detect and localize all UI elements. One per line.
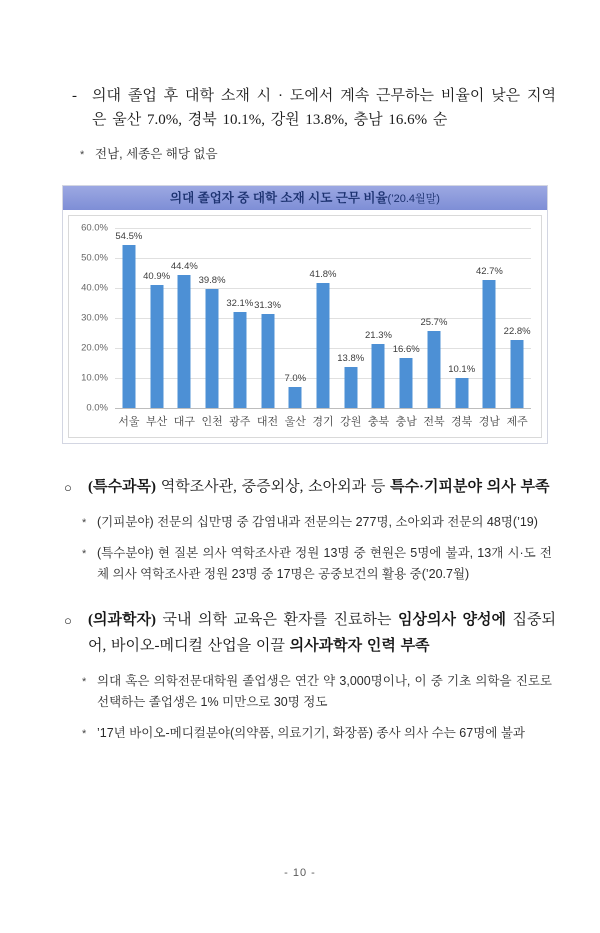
asterisk-icon: * <box>82 676 87 688</box>
heading-text-run: 역학조사관, 중증외상, 소아외과 등 <box>155 479 391 495</box>
bar-value-label: 42.7% <box>475 265 503 277</box>
bar-column <box>254 228 282 408</box>
heading-bold-run: 특수·기피분야 의사 부족 <box>390 479 550 495</box>
bar-column <box>503 228 531 408</box>
y-axis-tick: 30.0% <box>81 312 108 324</box>
section-heading-text <box>88 479 549 495</box>
y-axis-tick: 10.0% <box>81 372 108 384</box>
bar-인천 <box>206 289 219 408</box>
bar-value-label: 16.6% <box>392 344 420 356</box>
x-axis-label: 경기 <box>312 416 334 428</box>
sub-bullet-text: 의대 혹은 의학전문대학원 졸업생은 연간 약 3,000명이나, 이 중 기초 의학을 진로로 선택하는 졸업생은 1% 미만으로 30명 정도 <box>97 674 552 709</box>
bar-울산 <box>289 387 302 408</box>
bar-column <box>337 228 365 408</box>
bar-value-label: 31.3% <box>254 300 281 312</box>
bar-value-label: 13.8% <box>337 352 365 364</box>
chart-title <box>63 186 547 210</box>
bar-value-label: 32.1% <box>226 297 254 309</box>
bar-전북 <box>427 331 440 408</box>
section-heading-text <box>88 612 556 654</box>
x-axis-label: 충북 <box>367 416 390 428</box>
chart-title-text: 의대 졸업자 중 대학 소재 시도 근무 비율 <box>170 191 388 205</box>
bar-column <box>476 228 504 408</box>
bar-경기 <box>317 283 330 408</box>
bar-value-label: 7.0% <box>284 373 307 384</box>
section-heading <box>64 474 556 500</box>
sub-bullet <box>82 512 552 533</box>
plot-area <box>115 228 531 429</box>
bar-column <box>309 228 337 408</box>
x-axis-label: 서울 <box>118 416 140 428</box>
y-axis-tick: 40.0% <box>81 282 108 294</box>
section-special-fields <box>64 474 556 585</box>
asterisk-icon: * <box>82 517 87 529</box>
bar-value-label: 10.1% <box>448 363 476 375</box>
x-axis-label: 광주 <box>229 416 251 428</box>
bar-column <box>448 228 476 408</box>
bar-경남 <box>483 280 496 408</box>
y-axis-tick: 20.0% <box>81 342 108 354</box>
sub-bullet <box>82 671 552 713</box>
bar-value-label: 44.4% <box>170 260 198 272</box>
y-axis-tick: 0.0% <box>86 402 108 414</box>
asterisk-icon: * <box>82 548 87 560</box>
bar-강원 <box>344 367 357 408</box>
circle-bullet-icon: ○ <box>64 480 72 495</box>
circle-bullet-icon: ○ <box>64 613 72 628</box>
section-heading <box>64 607 556 659</box>
x-axis-label: 부산 <box>145 416 168 428</box>
bar-대전 <box>261 314 274 408</box>
dash-marker: - <box>72 88 77 104</box>
bar-column <box>170 228 198 408</box>
bar-column <box>226 228 254 408</box>
x-axis-label: 경남 <box>478 416 501 428</box>
bar-column <box>198 228 226 408</box>
chart-plot-frame <box>68 215 542 438</box>
heading-bold-run: 의사과학자 인력 부족 <box>289 638 430 654</box>
x-axis-label: 전북 <box>423 416 445 428</box>
x-axis-label: 대구 <box>173 416 195 428</box>
sub-bullet-text: (기피분야) 전문의 십만명 중 감염내과 전문의는 277명, 소아외과 전문의 48명(’19) <box>97 515 538 529</box>
x-axis-label: 인천 <box>201 416 223 428</box>
intro-paragraph <box>70 84 556 132</box>
bar-광주 <box>233 312 246 408</box>
bar-대구 <box>178 275 191 408</box>
x-axis-label: 경북 <box>451 416 473 428</box>
sub-bullet <box>82 543 552 585</box>
sub-bullet-text: ’17년 바이오-메디컬분야(의약품, 의료기기, 화장품) 종사 의사 수는 67명에 불과 <box>97 726 525 740</box>
bar-column <box>420 228 448 408</box>
bar-서울 <box>122 245 135 409</box>
x-axis <box>115 413 531 429</box>
bar-충북 <box>372 344 385 408</box>
bar-value-label: 22.8% <box>503 325 531 337</box>
bar-column <box>281 228 309 408</box>
bar-columns <box>115 228 531 408</box>
heading-text-run: 국내 의학 교육은 환자를 진료하는 <box>155 612 399 628</box>
chart-title-suffix: (’20.4월말) <box>387 193 440 205</box>
x-axis-line <box>115 408 531 409</box>
bar-column <box>365 228 393 408</box>
x-axis-label: 충남 <box>395 416 417 428</box>
bar-value-label: 21.3% <box>365 330 392 342</box>
asterisk-icon: * <box>82 728 87 740</box>
bar-제주 <box>511 340 524 408</box>
bar-column <box>392 228 420 408</box>
bar-value-label: 41.8% <box>309 268 337 280</box>
bar-value-label: 40.9% <box>143 271 171 283</box>
asterisk-icon: * <box>80 149 85 161</box>
heading-bold-run: (의과학자) <box>88 612 156 628</box>
page-number: - 10 - <box>284 867 316 879</box>
heading-bold-run: 임상의사 양성에 <box>398 612 506 628</box>
footnote-text: 전남, 세종은 해당 없음 <box>95 147 218 161</box>
x-axis-label: 제주 <box>506 416 528 428</box>
x-axis-label: 울산 <box>284 416 306 428</box>
bar-충남 <box>400 358 413 408</box>
heading-bold-run: (특수과목) <box>88 479 156 495</box>
y-axis-tick: 60.0% <box>81 222 108 234</box>
y-axis <box>71 222 115 414</box>
bar-column <box>115 228 143 408</box>
bar-column <box>143 228 171 408</box>
bar-value-label: 54.5% <box>115 230 143 242</box>
heading-text-run: 집중되어, 바이오-메디컬 산업을 이끌 <box>88 612 556 654</box>
x-axis-label: 대전 <box>256 416 279 428</box>
x-axis-label: 강원 <box>340 416 362 428</box>
bar-value-label: 39.8% <box>198 274 226 286</box>
bar-부산 <box>150 285 163 408</box>
plot-grid <box>115 228 531 408</box>
document-page <box>0 84 600 879</box>
sub-bullet <box>82 723 552 744</box>
sub-bullet-text: (특수분야) 현 질본 의사 역학조사관 정원 13명 중 현원은 5명에 불과, 13개 시·도 전체 의사 역학조사관 정원 23명 중 17명은 공중보건의 활용 중(’20.7월) <box>97 546 552 581</box>
bar-경북 <box>455 378 468 408</box>
bar-value-label: 25.7% <box>420 316 448 328</box>
intro-text: 의대 졸업 후 대학 소재 시 · 도에서 계속 근무하는 비율이 낮은 지역은 울산 7.0%, 경북 10.1%, 강원 13.8%, 충남 16.6% 순 <box>92 88 556 128</box>
section-medical-scientist <box>64 607 556 744</box>
intro-footnote <box>80 145 574 163</box>
y-axis-tick: 50.0% <box>81 252 108 264</box>
bar-chart <box>62 185 548 444</box>
